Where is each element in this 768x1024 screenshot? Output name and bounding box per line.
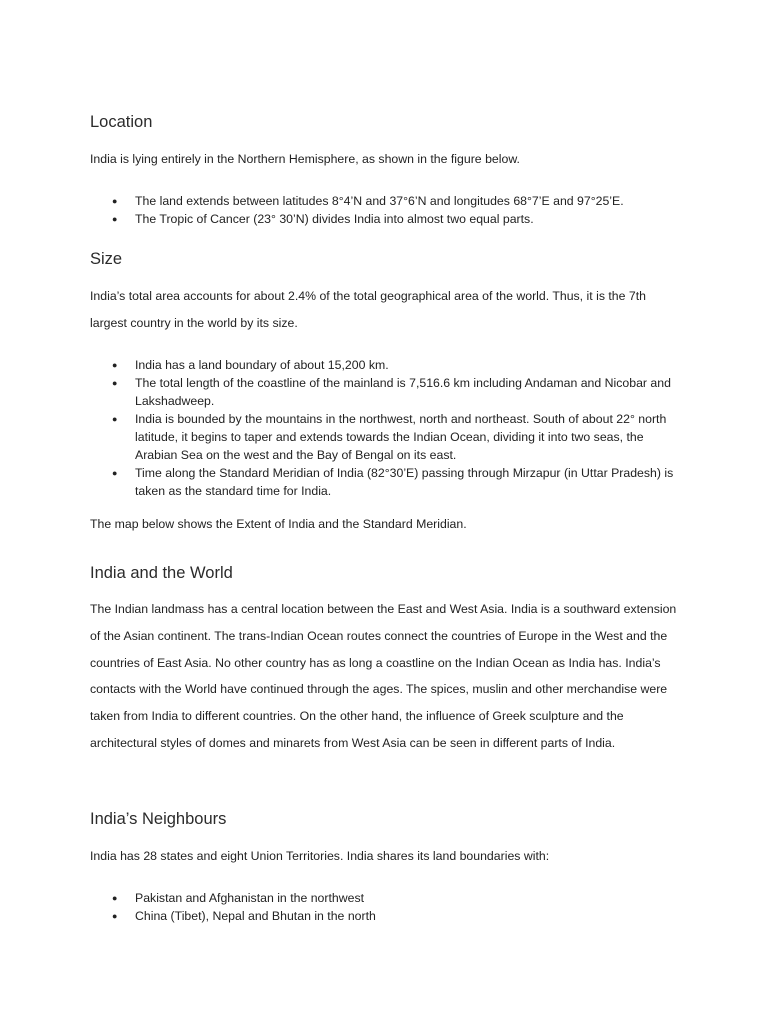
paragraph-neighbours-intro: India has 28 states and eight Union Territories. India shares its land boundaries with: bbox=[90, 849, 550, 863]
heading-location: Location bbox=[90, 113, 153, 131]
list-item: ● China (Tibet), Nepal and Bhutan in the north bbox=[112, 909, 376, 923]
paragraph-size-intro: India’s total area accounts for about 2.4% of the total geographical area of the world. Thus, it is the 7th largest country in the world by its size. bbox=[90, 289, 646, 330]
list-item: ● India is bounded by the mountains in the northwest, north and northeast. South of about 22° north latitude, it begins to taper and extends towards the Indian Ocean, dividing it into two seas, the Arabian Sea on the west and the Bay of Bengal on its east. bbox=[112, 412, 667, 462]
bullet-icon: ● bbox=[112, 378, 118, 388]
bullet-icon: ● bbox=[112, 893, 118, 903]
paragraph-location-intro: India is lying entirely in the Northern Hemisphere, as shown in the figure below. bbox=[90, 152, 520, 166]
list-location bbox=[90, 192, 680, 228]
bullet-icon: ● bbox=[112, 214, 118, 224]
list-item: ● The land extends between latitudes 8°4’N and 37°6’N and longitudes 68°7’E and 97°25’E. bbox=[112, 194, 624, 208]
bullet-icon: ● bbox=[112, 468, 118, 478]
bullet-icon: ● bbox=[112, 911, 118, 921]
heading-india-and-the-world: India and the World bbox=[90, 564, 233, 582]
heading-size: Size bbox=[90, 250, 123, 268]
bullet-icon: ● bbox=[112, 196, 118, 206]
paragraph-size-outro: The map below shows the Extent of India and the Standard Meridian. bbox=[90, 517, 467, 531]
list-item: ● India has a land boundary of about 15,200 km. bbox=[112, 358, 389, 372]
bullet-icon: ● bbox=[112, 414, 118, 424]
paragraph-india-and-the-world: The Indian landmass has a central location between the East and West Asia. India is a southward extension of the Asian continent. The trans-Indian Ocean routes connect the countries of Europe in the West and the countries of East Asia. No other country has as long a coastline on the Indian Ocean as India has. India’s contacts with the World have continued through the ages. The spices, muslin and other merchandise were taken from India to different countries. On the other hand, the influence of Greek sculpture and the architectural styles of domes and minarets from West Asia can be seen in different parts of India. bbox=[90, 602, 677, 750]
list-size bbox=[90, 356, 680, 500]
heading-indias-neighbours: India’s Neighbours bbox=[90, 810, 227, 828]
list-item: ● The Tropic of Cancer (23° 30’N) divides India into almost two equal parts. bbox=[112, 212, 534, 226]
list-item: ● Time along the Standard Meridian of India (82°30’E) passing through Mirzapur (in Uttar Pradesh) is taken as the standard time for India. bbox=[112, 466, 674, 498]
list-item: ● Pakistan and Afghanistan in the northwest bbox=[112, 891, 365, 905]
list-neighbours bbox=[90, 889, 680, 925]
bullet-icon: ● bbox=[112, 360, 118, 370]
list-item: ● The total length of the coastline of the mainland is 7,516.6 km including Andaman and Nicobar and Lakshadweep. bbox=[112, 376, 671, 408]
